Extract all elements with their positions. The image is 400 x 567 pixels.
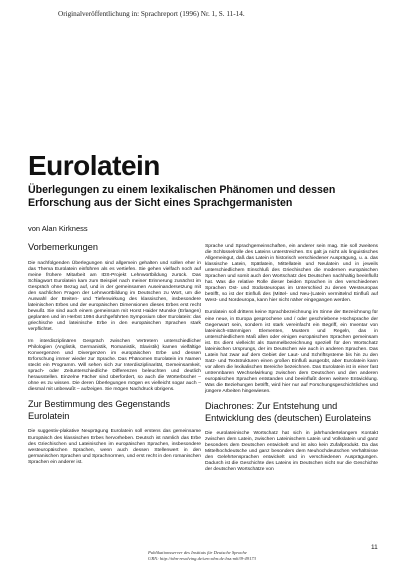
right-column: [205, 244, 378, 544]
footer-publisher: Publikationsserver des Instituts für Deutsche Sprache: [148, 550, 247, 555]
body-paragraph: Die nachfolgenden Überlegungen sind allgemein gehalten und sollen eher in das Thema Eurolatein einführen als es vertiefen. Sie gehen vielfach noch auf meine frühere Mitarbeit am IDS-Projekt Lehnwortbildung zurück. Das Schlagwort Eurolatein kam zum Beispiel nach meiner Erinnerung zunächst im Gespräch ohne Bezug auf, und in der gemeinsamen Auseinandersetzung mit den sachlichen Fragen der Lehnwortbildung im Deutschen zu Wort, um die Auswahl der Breiten- und Tiefenwirkung des klassischen, insbesondere lateinischen Erbes und der europäischen Dimensionen dieses Erbes erst recht bewußt. Sie sind auch einem gemeinsam mit Horst Haider Munske (Erlangen) geplanten und im Herbst 1994 durchgeführten Symposium über Eurolatein: das griechische und lateinische Erbe in den europäischen Sprachen stark verpflichtet.: [28, 260, 201, 333]
body-paragraph: Eurolatein soll drittens keine Sprachbezeichnung im Sinne der Bezeichnung für eine neue, in Europa gesprochene und / oder geschriebene Hochsprache der Gegenwart sein, sondern ist stark vereinfacht ein Begriff, ein Inventar von lateinisch-stämmigen Elementen, Mustern und Regeln, das in unterschiedlichem Maß allen oder einigen europäischen Sprachen gemeinsam ist. Es dient vielleicht als Sammelbezeichnung speziell für den Wortschatz lateinischen Ursprungs, der im Deutschen wie auch in anderen Sprachen. Das Latein hat zwar auf dem Gebiet der Laut- und Schriftsysteme bis hin zu den Satz- und Textstrukturen einen großen Einfluß ausgeübt, aber Eurolatein kann vor allem die lexikalischen Bereiche bezeichnen. Das Eurolatein ist in einer fast untrennbaren Wechselwirkung zwischen dem Deutschen und den anderen europäischen Sprachen entstanden und beeinflußt deren weitere Entwicklung. Was die Beziehungen betrifft, wird hier nur auf Forschungsgeschichtliches und jüngere Arbeiten hingewiesen.: [205, 310, 378, 395]
footer-urn-link[interactable]: URN: http://nbn-resolving.de/urn:nbn:de:bsz:mh39-49173: [148, 555, 257, 561]
repository-footer: [148, 550, 256, 561]
section-heading-bestimmung: Zur Bestimmung des Gegenstands Eurolatein: [28, 399, 170, 421]
article-subtitle: Überlegungen zu einem lexikalischen Phänomen und dessen Erforschung aus der Sicht eines Sprachgermanisten: [28, 184, 336, 209]
section-heading-vorbemerkungen: Vorbemerkungen: [28, 242, 98, 252]
body-paragraph: Sprache und Sprachgemeinschaften, ein anderer sein mag. Sie soll zweitens die Schlüsselrolle des Lateins unterstreichen. Es galt ja nicht als linguistisches Allgemeingut, daß das Latein in historisch verschiedener Ausprägung, u. a. das klassische Latein, Spätlatein, Mittellatein und Neulatein und in jeweils unterschiedlichem Einschluß des Griechischen die modernen europäischen Sprachen und somit auch den Wortschatz des Deutschen nachhaltig beeinflußt hat. Was die relative Rolle dieser beiden Sprachen in den verschiedenen Sprachen Ost- und Südosteuropas im Unterschied zu denen Westeuropas betrifft, so ist der Einfluß des (Mittel- und Neu-)Latein vermittelnd Einfluß auf West- und Nordeuropa, kann hier nicht näher eingegangen werden.: [205, 244, 378, 304]
left-column: [28, 242, 201, 558]
article-title: Eurolatein: [28, 150, 160, 181]
page-number: 11: [371, 544, 378, 551]
body-paragraph: Die suggestiv-plakative Neuprägung Eurolatein soll erstens das gemeinsame Europäisch des klassischen Erbes hervorheben. Deutsch ist nämlich das Erbe des Griechischen und Lateinischen im europäischen Sprachen, insbesondere westeuropäischen Sprachen, wenn auch dessen Stellenwert in den germanischen Sprachen und Sprachnormen, und erst recht in den romanischen Sprachen ein anderer ist.: [28, 429, 201, 465]
publication-header: Originalveröffentlichung in: Sprachreport (1996) Nr. 1, S. 11-14.: [58, 10, 245, 18]
article-author: von Alan Kirkness: [28, 224, 88, 233]
body-paragraph: Im interdisziplinären Gespräch zwischen Vertretern unterschiedlicher Philologien (Anglistik, Germanistik, Romanistik, Slavistik) kamen vielfältige Konvergenzen und Divergenzen im europäischen Erbe und dessen Erforschung immer wieder zur Sprache. Das Phänomen Eurolatein im Namen steckt ein Programm. Will sehen sich zur Interdisziplinarität, Gemeinsamkeit, sprach- oder Zeitunterschiedliche Differenzen beleuchten und deutlich herausstellen. Einzelne Fächer sind überfordert, so auch die Wörterbücher – ohne es zu wissen. Die deren Überlegungen mögen es vielleicht sogar auch – diesmal mit unbewußt – aufzeigen. Sie mögen Nachdruck übrigens.: [28, 339, 201, 393]
body-paragraph: Die eurolateinische Wortschatz hat sich in jahrhundertelangem Kontakt zwischen dem Latein, zwischen Lateinischem Latein und Volkslatein und ganz besonders dem Deutschen entwickelt und ist also kein Zufallprodukt. Da das Mittelhochdeutsche und ganz besonders dem Neuhochdeutschen Verhältnisse den Gelehrtensprachen entwickelt und in verschiedenen Ausprägungen. Dadurch ist die Geschichte des Lateins im Deutschen nicht nur die Geschichte der deutschen Wortschätze von: [205, 431, 378, 473]
section-heading-diachrones: Diachrones: Zur Entstehung und Entwicklung des (deutschen) Eurolateins: [205, 401, 371, 423]
